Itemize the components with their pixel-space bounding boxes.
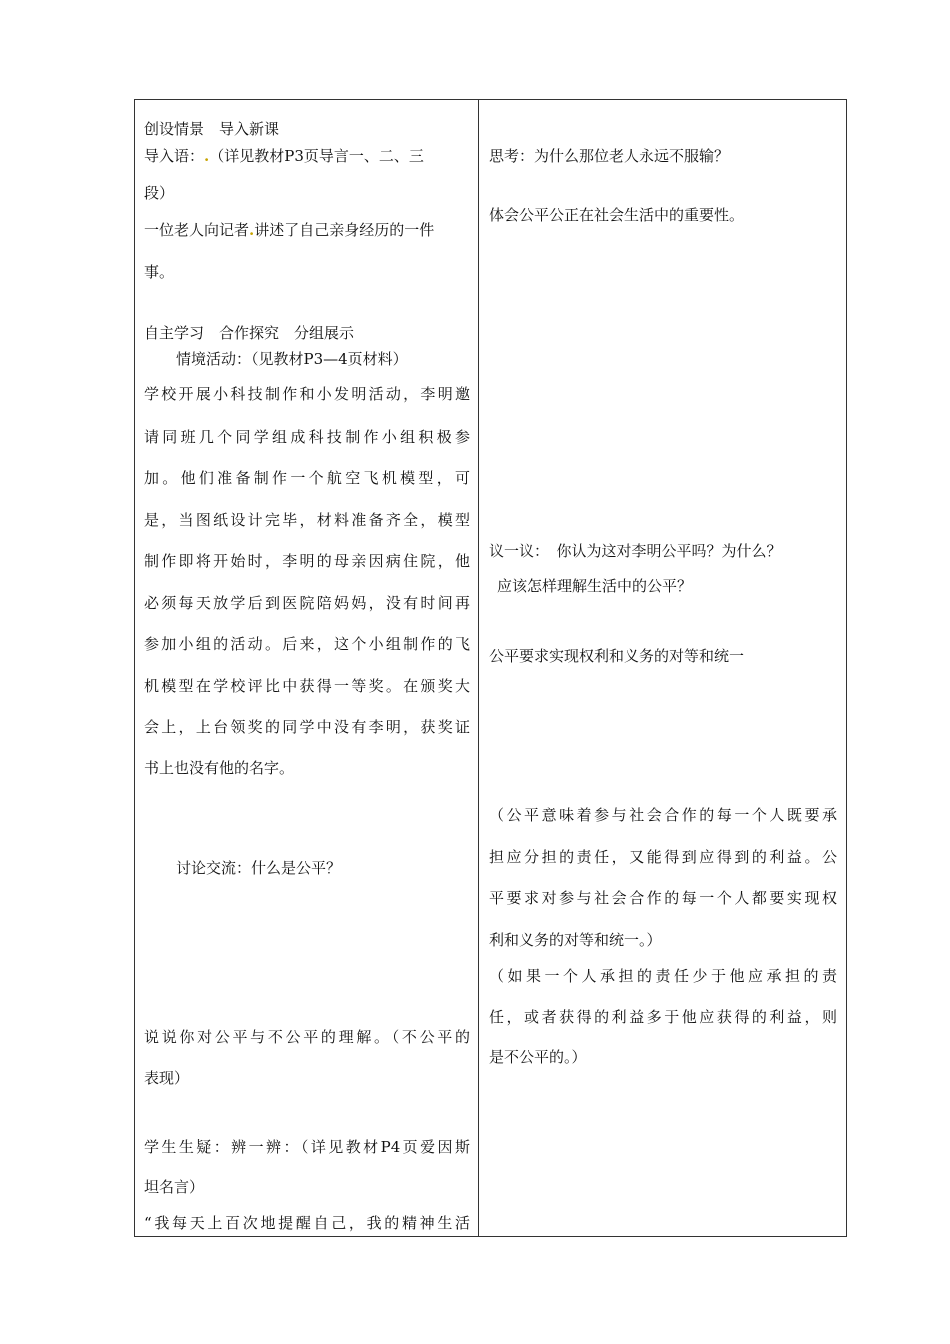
explain-line: （公平意味着参与社会合作的每一个人既要承 [489, 806, 837, 824]
right-cell [479, 99, 847, 1237]
quote-line: “我每天上百次地提醒自己，我的精神生活 [144, 1214, 470, 1232]
para-line: 参加小组的活动。后来，这个小组制作的飞 [144, 635, 470, 653]
intro-reference: （详见教材P3页导言一、二、三 [209, 147, 424, 165]
explain-line: 平要求对参与社会合作的每一个人都要实现权 [489, 889, 837, 907]
story-continuation: 事。 [144, 263, 175, 281]
discuss-question: 议一议： 你认为这对李明公平吗？为什么？ [489, 542, 782, 560]
explain-line: 任，或者获得的利益多于他应获得的利益，则 [489, 1008, 837, 1026]
doubt-prompt: 学生生疑：辨一辨：（详见教材P4页爱因斯 [144, 1138, 470, 1156]
mark-dot: . [204, 147, 210, 165]
explain-line: （如果一个人承担的责任少于他应承担的责 [489, 967, 837, 985]
intro-label: 导入语： [144, 147, 205, 165]
intro-continuation: 段） [144, 184, 175, 202]
para-line: 机模型在学校评比中获得一等奖。在颁奖大 [144, 677, 470, 695]
heading-self-study: 自主学习 合作探究 分组展示 [144, 324, 355, 342]
think-question: 思考：为什么那位老人永远不服输？ [489, 147, 730, 165]
talk-prompt: 说说你对公平与不公平的理解。（不公平的 [144, 1028, 470, 1046]
para-line: 学校开展小科技制作和小发明活动，李明邀 [144, 385, 470, 403]
discussion-question: 讨论交流：什么是公平？ [176, 859, 342, 877]
heading-introduction: 创设情景 导入新课 [144, 120, 280, 138]
talk-continuation: 表现） [144, 1069, 190, 1087]
intro-line [144, 146, 424, 166]
activity-line: 情境活动：（见教材P3—4页材料） [176, 350, 408, 368]
explain-line: 是不公平的。） [489, 1048, 587, 1066]
para-line: 必须每天放学后到医院陪妈妈，没有时间再 [144, 594, 470, 612]
explain-line: 担应分担的责任，又能得到应得到的利益。公 [489, 848, 837, 866]
para-line: 制作即将开始时，李明的母亲因病住院，他 [144, 552, 470, 570]
explain-line: 利和义务的对等和统一。） [489, 931, 662, 949]
story-line [144, 220, 434, 240]
story-text-b: 讲述了自己亲身经历的一件 [254, 221, 435, 239]
story-text-a: 一位老人向记者 [144, 221, 250, 239]
left-cell [134, 99, 478, 1237]
para-line: 书上也没有他的名字。 [144, 759, 295, 777]
mark-dot: . [249, 221, 255, 239]
understand-question: 应该怎样理解生活中的公平？ [497, 577, 693, 595]
para-line: 加。他们准备制作一个航空飞机模型，可 [144, 469, 470, 487]
experience-note: 体会公平公正在社会生活中的重要性。 [489, 206, 745, 224]
para-line: 是，当图纸设计完毕，材料准备齐全，模型 [144, 511, 470, 529]
key-point: 公平要求实现权利和义务的对等和统一 [489, 647, 745, 665]
para-line: 会上，上台领奖的同学中没有李明，获奖证 [144, 718, 470, 736]
doubt-continuation: 坦名言） [144, 1178, 205, 1196]
para-line: 请同班几个同学组成科技制作小组积极参 [144, 428, 470, 446]
